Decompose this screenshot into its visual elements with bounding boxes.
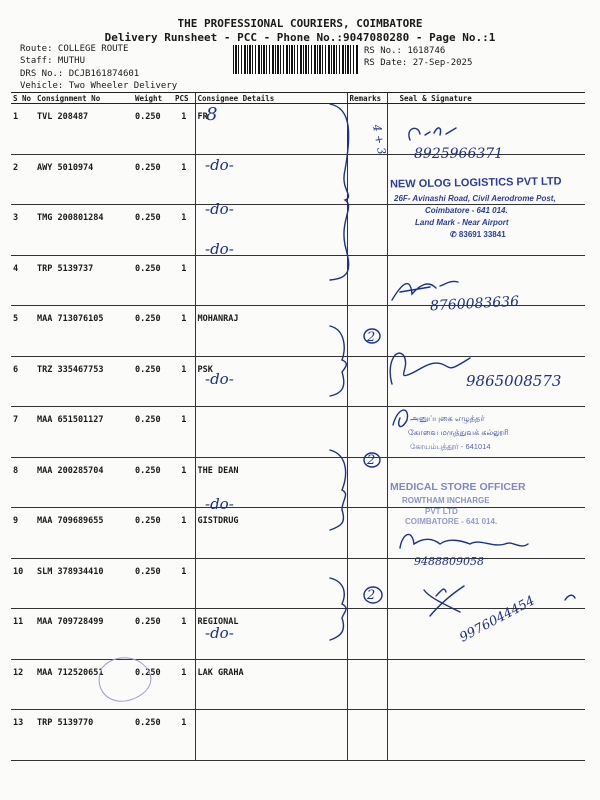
table-row [11, 558, 585, 609]
row-weight: 0.250 [133, 659, 173, 710]
row-consignee [195, 407, 347, 458]
row-weight: 0.250 [133, 356, 173, 407]
receiver-phone: 9865008573 [466, 372, 562, 390]
row-sno: 8 [11, 457, 35, 508]
stamp-store: COIMBATORE - 641 014. [405, 517, 498, 526]
row-sno: 2 [11, 154, 35, 205]
row-pcs: 1 [173, 508, 195, 559]
row-sno: 5 [11, 306, 35, 357]
row-remarks [347, 407, 387, 458]
col-seal: Seal & Signature [387, 93, 585, 104]
row-consignee: REGIONAL [195, 609, 347, 660]
staff-label: Staff: MUTHU [20, 56, 86, 66]
company-title: THE PROFESSIONAL COURIERS, COIMBATORE [177, 17, 423, 30]
rs-number: RS No.: 1618746 [364, 46, 446, 56]
row-pcs: 1 [173, 407, 195, 458]
row-remarks [347, 205, 387, 256]
row-weight: 0.250 [133, 154, 173, 205]
row-remarks [347, 659, 387, 710]
stamp-store: PVT LTD [425, 507, 458, 516]
receiver-phone: 9488809058 [414, 555, 484, 568]
row-sno: 12 [11, 659, 35, 710]
stamp-tamil: அனுப்புகை எழுத்தர் [410, 414, 485, 423]
remarks-count: 2 [367, 330, 376, 345]
table-row [11, 306, 585, 357]
row-sno: 6 [11, 356, 35, 407]
row-consignment: MAA 709689655 [35, 508, 133, 559]
receiver-phone: 8925966371 [414, 146, 504, 162]
row-consignment: TRZ 335467753 [35, 356, 133, 407]
row-pcs: 1 [173, 558, 195, 609]
col-sno: S No [11, 93, 35, 104]
row-remarks [347, 508, 387, 559]
row-sno: 9 [11, 508, 35, 559]
stamp-tamil: கோயம்புத்தூர் - 641014 [410, 442, 491, 451]
row-consignment: TMG 200801284 [35, 205, 133, 256]
barcode [233, 45, 359, 74]
row-weight: 0.250 [133, 558, 173, 609]
table-row [11, 508, 585, 559]
row-seal [387, 306, 585, 357]
row-pcs: 1 [173, 205, 195, 256]
row-sno: 7 [11, 407, 35, 458]
row-weight: 0.250 [133, 205, 173, 256]
row-consignee: PSK [195, 356, 347, 407]
row-sno: 1 [11, 104, 35, 155]
row-consignment: TRP 5139770 [35, 710, 133, 761]
handwritten-ditto: -do- [205, 495, 234, 513]
row-seal [387, 659, 585, 710]
row-weight: 0.250 [133, 104, 173, 155]
stamp-phone: ✆ 83691 33841 [450, 230, 506, 239]
stamp-store: ROWTHAM INCHARGE [402, 496, 490, 505]
row-weight: 0.250 [133, 508, 173, 559]
route-label: Route: COLLEGE ROUTE [20, 44, 129, 54]
row-consignee [195, 558, 347, 609]
remarks-count: 2 [367, 588, 376, 603]
row-remarks [347, 609, 387, 660]
handwritten-mark: 8 [206, 104, 218, 125]
row-consignment: MAA 709728499 [35, 609, 133, 660]
row-pcs: 1 [173, 356, 195, 407]
vehicle-label: Vehicle: Two Wheeler Delivery [20, 81, 178, 91]
row-weight: 0.250 [133, 609, 173, 660]
table-row [11, 710, 585, 761]
row-weight: 0.250 [133, 306, 173, 357]
col-remarks: Remarks [347, 93, 387, 104]
table-row [11, 659, 585, 710]
row-consignee [195, 710, 347, 761]
row-pcs: 1 [173, 154, 195, 205]
rs-date: RS Date: 27-Sep-2025 [364, 58, 473, 68]
row-sno: 10 [11, 558, 35, 609]
col-consignee: Consignee Details [195, 93, 347, 104]
receiver-phone: 9976044454 [457, 593, 538, 646]
row-consignment: AWY 5010974 [35, 154, 133, 205]
row-pcs: 1 [173, 609, 195, 660]
stamp-address: Land Mark - Near Airport [415, 218, 509, 227]
remarks-count: 2 [367, 453, 376, 468]
col-consignment: Consignment No [35, 93, 133, 104]
row-consignee: LAK GRAHA [195, 659, 347, 710]
row-sno: 3 [11, 205, 35, 256]
delivery-table [11, 92, 585, 761]
runsheet-subtitle: Delivery Runsheet - PCC - Phone No.:9047080280 - Page No.:1 [104, 31, 496, 44]
row-pcs: 1 [173, 457, 195, 508]
row-sno: 4 [11, 255, 35, 306]
handwritten-ditto: -do- [205, 370, 234, 388]
col-weight: Weight [133, 93, 173, 104]
row-pcs: 1 [173, 710, 195, 761]
row-remarks [347, 710, 387, 761]
row-consignee: MOHANRAJ [195, 306, 347, 357]
row-weight: 0.250 [133, 457, 173, 508]
handwritten-ditto: -do- [205, 240, 234, 258]
stamp-address: 26F- Avinashi Road, Civil Aerodrome Post, [394, 194, 556, 203]
row-seal [387, 508, 585, 559]
handwritten-ditto: -do- [205, 624, 234, 642]
row-remarks [347, 255, 387, 306]
row-pcs: 1 [173, 306, 195, 357]
stamp-store: MEDICAL STORE OFFICER [390, 481, 526, 493]
row-weight: 0.250 [133, 407, 173, 458]
row-consignment: MAA 200285704 [35, 457, 133, 508]
row-consignment: SLM 378934410 [35, 558, 133, 609]
stamp-address: Coimbatore - 641 014. [425, 206, 508, 215]
row-consignee [195, 255, 347, 306]
row-sno: 11 [11, 609, 35, 660]
col-pcs: PCS [173, 93, 195, 104]
row-consignment: TRP 5139737 [35, 255, 133, 306]
row-remarks [347, 154, 387, 205]
row-pcs: 1 [173, 659, 195, 710]
row-sno: 13 [11, 710, 35, 761]
row-pcs: 1 [173, 104, 195, 155]
row-weight: 0.250 [133, 710, 173, 761]
row-seal [387, 710, 585, 761]
row-consignment: MAA 712520651 [35, 659, 133, 710]
row-consignment: MAA 713076105 [35, 306, 133, 357]
row-consignee: FR [195, 104, 347, 155]
remarks-note: 4 + 3 [370, 123, 389, 156]
row-remarks [347, 356, 387, 407]
handwritten-ditto: -do- [205, 200, 234, 218]
row-consignee: THE DEAN [195, 457, 347, 508]
row-consignment: TVL 208487 [35, 104, 133, 155]
stamp-tamil: கோவை மருத்துவக் கல்லூரி [408, 428, 509, 437]
stamp-company-name: NEW OLOG LOGISTICS PVT LTD [389, 175, 562, 191]
handwritten-ditto: -do- [205, 156, 234, 174]
table-header [11, 93, 585, 104]
drs-number: DRS No.: DCJB161874601 [20, 69, 140, 79]
receiver-phone: 8760083636 [429, 293, 520, 315]
row-weight: 0.250 [133, 255, 173, 306]
row-consignment: MAA 651501127 [35, 407, 133, 458]
row-pcs: 1 [173, 255, 195, 306]
row-consignee: GISTDRUG [195, 508, 347, 559]
